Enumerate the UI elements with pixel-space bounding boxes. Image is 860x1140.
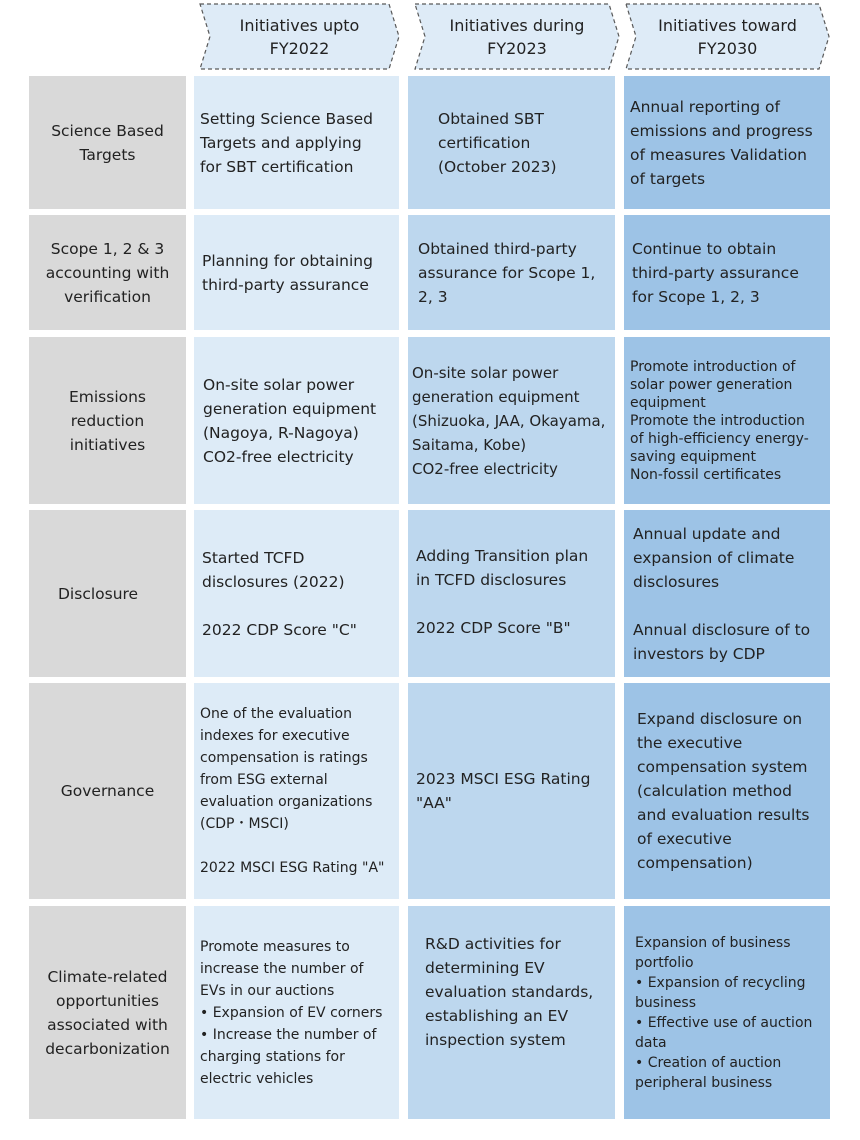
cell-governance-fy2022 [194, 683, 399, 899]
row-label-science-based-targets [29, 76, 186, 209]
cell-text: Obtained third-party assurance for Scope 1, 2, 3 [418, 239, 596, 306]
cell-disclosure-fy2022 [194, 510, 399, 677]
cell-text: Expand disclosure on the executive compensation system (calculation method and evaluation results of executive compensation) [637, 710, 810, 872]
row-label-text: Disclosure [58, 584, 139, 603]
row-label-text: Emissions reduction initiatives [68, 387, 147, 454]
cell-scope-fy2030 [624, 215, 830, 330]
row-label-text: Governance [60, 782, 155, 800]
row-label-text: Climate-related opportunities associated with decarbonization [45, 967, 170, 1058]
cell-disclosure-fy2023 [408, 510, 615, 677]
row-label-disclosure [29, 510, 186, 677]
cell-climate-fy2030 [624, 906, 830, 1119]
cell-text: Promote introduction of solar power generation equipment Promote the introduction of high-efficiency energy- saving equipment Non-fossil certificates [630, 358, 809, 483]
header-fy2030-label: Initiatives toward FY2030 [658, 15, 797, 58]
row-label-governance [29, 683, 186, 899]
cell-text: One of the evaluation indexes for executive compensation is ratings from ESG external evaluation organizations (CDP・MSCI) 2022 MSCI ESG Rating "A" [200, 706, 385, 876]
row-label-scope-accounting [29, 215, 186, 330]
cell-climate-fy2023 [408, 906, 615, 1119]
cell-sbt-fy2023 [408, 76, 615, 209]
cell-text: Annual update and expansion of climate disclosures Annual disclosure of to investors by CDP [633, 524, 811, 663]
cell-text: Promote measures to increase the number of EVs in our auctions • Expansion of EV corners • Increase the number of charging stations for electric vehicles [200, 938, 383, 1087]
cell-sbt-fy2022 [194, 76, 399, 209]
cell-scope-fy2022 [194, 215, 399, 330]
header-fy2030 [625, 3, 830, 70]
cell-text: Started TCFD disclosures (2022) 2022 CDP Score "C" [202, 548, 357, 639]
row-label-climate-opportunities [29, 906, 186, 1119]
cell-text: R&D activities for determining EV evaluation standards, establishing an EV inspection system [425, 935, 594, 1049]
cell-emissions-fy2030 [624, 337, 830, 504]
cell-text: Planning for obtaining third-party assurance [202, 251, 373, 294]
cell-text: Expansion of business portfolio • Expansion of recycling business • Effective use of auction data • Creation of auction peripheral business [635, 934, 813, 1091]
cell-governance-fy2023 [408, 683, 615, 899]
cell-text: Annual reporting of emissions and progress of measures Validation of targets [630, 97, 813, 188]
cell-governance-fy2030 [624, 683, 830, 899]
header-fy2022 [199, 3, 400, 70]
cell-text: Continue to obtain third-party assurance for Scope 1, 2, 3 [632, 239, 799, 306]
cell-text: Setting Science Based Targets and applying for SBT certification [200, 109, 374, 176]
row-label-emissions-reduction [29, 337, 186, 504]
row-label-text: Scope 1, 2 & 3 accounting with verification [45, 239, 170, 306]
header-fy2023-label: Initiatives during FY2023 [449, 15, 585, 58]
cell-disclosure-fy2030 [624, 510, 830, 677]
cell-text: Obtained SBT certification (October 2023) [438, 109, 557, 176]
cell-sbt-fy2030 [624, 76, 830, 209]
header-fy2022-label: Initiatives upto FY2022 [239, 15, 360, 58]
cell-climate-fy2022 [194, 906, 399, 1119]
cell-scope-fy2023 [408, 215, 615, 330]
cell-emissions-fy2022 [194, 337, 399, 504]
cell-text: On-site solar power generation equipment (Shizuoka, JAA, Okayama, Saitama, Kobe) CO2-free electricity [412, 363, 606, 478]
cell-text: 2023 MSCI ESG Rating "AA" [416, 770, 591, 812]
row-label-text: Science Based Targets [51, 121, 164, 164]
cell-emissions-fy2023 [408, 337, 615, 504]
cell-text: On-site solar power generation equipment (Nagoya, R-Nagoya) CO2-free electricity [203, 375, 377, 466]
cell-text: Adding Transition plan in TCFD disclosures 2022 CDP Score "B" [416, 547, 589, 637]
header-fy2023 [414, 3, 620, 70]
